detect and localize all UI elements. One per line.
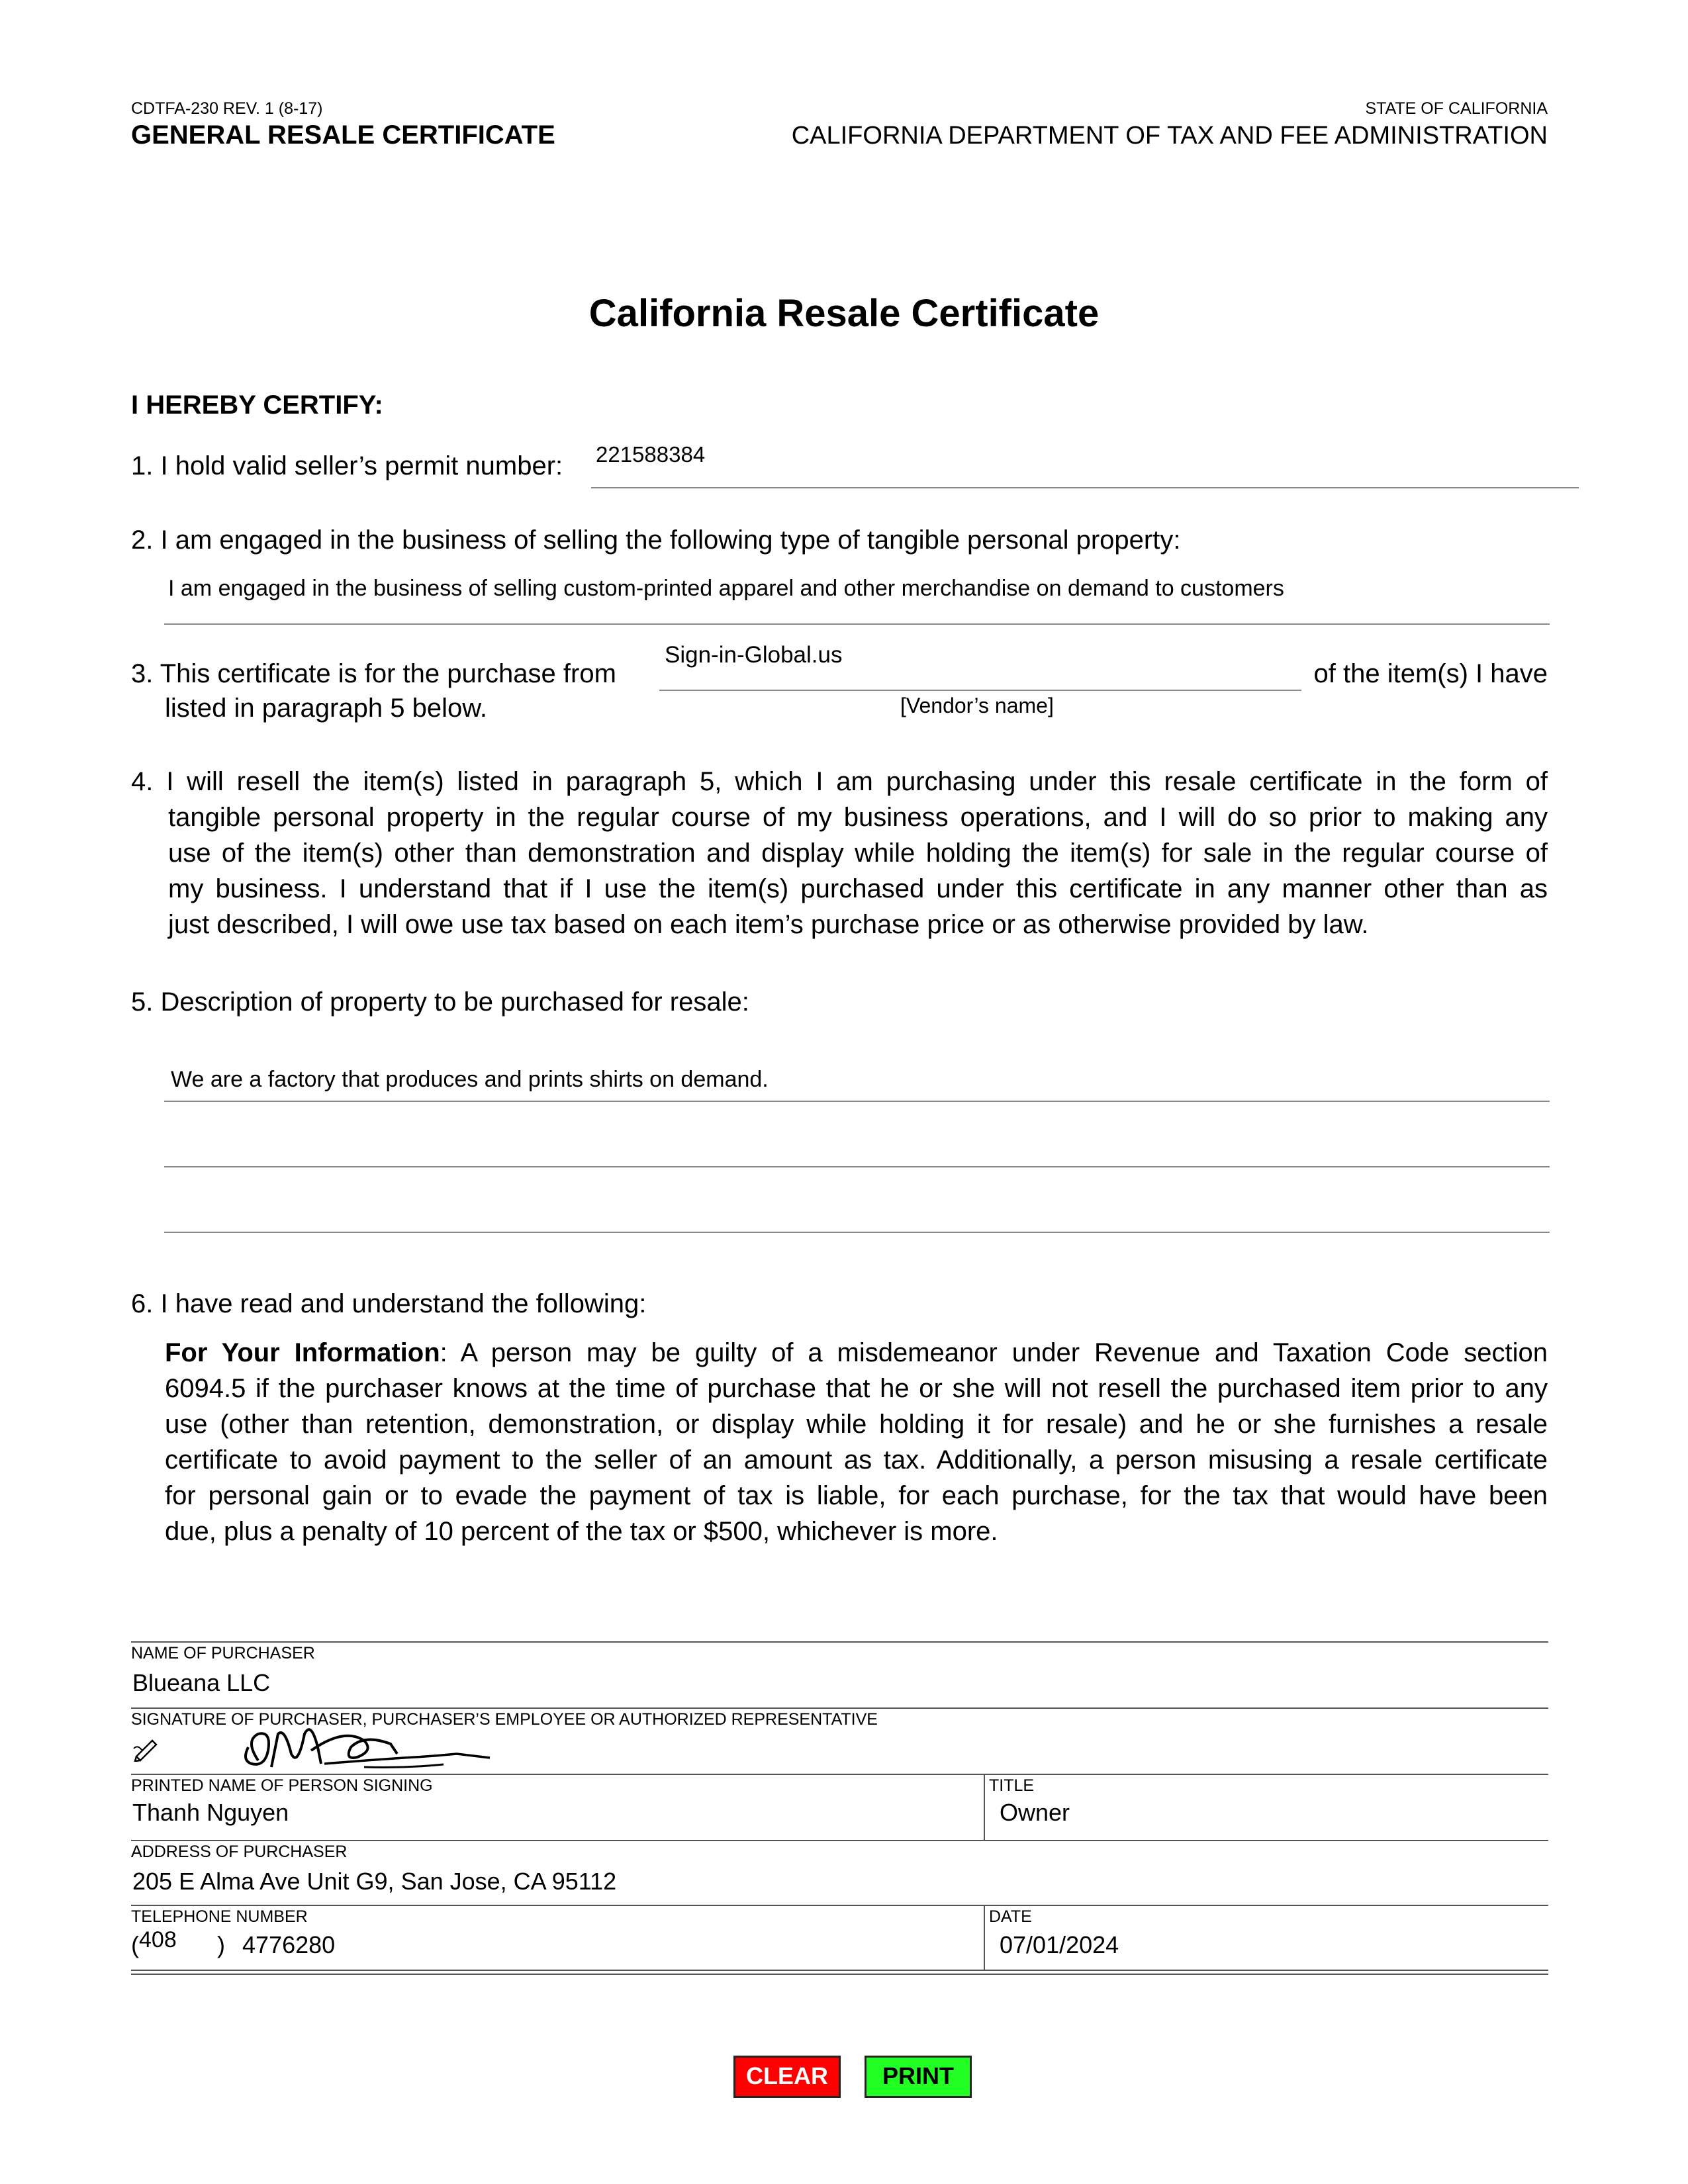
print-button[interactable]: PRINT bbox=[865, 2056, 972, 2098]
state-label: STATE OF CALIFORNIA bbox=[1365, 99, 1548, 118]
area-code-field[interactable]: 408 bbox=[139, 1927, 177, 1952]
phone-open-paren: ( bbox=[131, 1931, 139, 1958]
item6-line-2: 6094.5 if the purchaser knows at the time of purchase that he or she will not resell the purchased item prior to any bbox=[165, 1374, 1548, 1403]
telephone-label: TELEPHONE NUMBER bbox=[131, 1907, 308, 1926]
title-field[interactable]: Owner bbox=[1000, 1799, 1070, 1826]
phone-number-field[interactable]: 4776280 bbox=[242, 1931, 336, 1958]
property-type-underline bbox=[164, 623, 1550, 625]
description-underline-1 bbox=[164, 1101, 1550, 1102]
purchaser-bottom-rule-2 bbox=[131, 1974, 1548, 1975]
item2-label: 2. I am engaged in the business of selling the following type of tangible personal property: bbox=[131, 525, 1181, 555]
form-title: GENERAL RESALE CERTIFICATE bbox=[131, 120, 555, 150]
signature-top-rule bbox=[131, 1707, 1548, 1709]
vendor-name-caption: [Vendor’s name] bbox=[900, 694, 1054, 717]
address-label: ADDRESS OF PURCHASER bbox=[131, 1843, 348, 1861]
permit-number-field[interactable]: 221588384 bbox=[596, 442, 706, 467]
item6-line-4: certificate to avoid payment to the seller of an amount as tax. Additionally, a person misusing a resale certificate bbox=[165, 1445, 1548, 1475]
phone-top-rule bbox=[131, 1905, 1548, 1906]
permit-number-underline bbox=[591, 487, 1579, 488]
vendor-name-field[interactable]: Sign-in-Global.us bbox=[665, 642, 843, 668]
item4-line-5: just described, I will owe use tax based on each item’s purchase price or as otherwise provided by law. bbox=[168, 910, 1369, 939]
title-divider bbox=[984, 1774, 985, 1840]
title-label: TITLE bbox=[989, 1776, 1035, 1795]
date-divider bbox=[984, 1905, 985, 1970]
address-top-rule bbox=[131, 1840, 1548, 1841]
description-underline-2 bbox=[164, 1166, 1550, 1167]
item1-label: 1. I hold valid seller’s permit number: bbox=[131, 451, 563, 480]
printed-name-field[interactable]: Thanh Nguyen bbox=[132, 1799, 289, 1826]
description-field-3[interactable] bbox=[171, 1198, 1548, 1227]
printed-name-top-rule bbox=[131, 1774, 1548, 1775]
date-label: DATE bbox=[989, 1907, 1032, 1926]
item3-label-b: of the item(s) I have bbox=[1313, 659, 1548, 688]
item6-line-5: for personal gain or to evade the payment of tax is liable, for each purchase, for the tax that would have been bbox=[165, 1481, 1548, 1510]
description-field-2[interactable] bbox=[171, 1133, 1548, 1162]
item4-line-1: 4. I will resell the item(s) listed in paragraph 5, which I am purchasing under this resale certificate in the form of bbox=[131, 767, 1548, 796]
item4-line-4: my business. I understand that if I use the item(s) purchased under this certificate in any manner other than as bbox=[168, 874, 1548, 903]
item6-line-1 bbox=[165, 1335, 1548, 1371]
form-code: CDTFA-230 REV. 1 (8-17) bbox=[131, 99, 323, 118]
name-of-purchaser-label: NAME OF PURCHASER bbox=[131, 1644, 315, 1662]
clear-button[interactable]: CLEAR bbox=[733, 2056, 841, 2098]
item5-label: 5. Description of property to be purchased for resale: bbox=[131, 987, 749, 1017]
purchaser-bottom-rule-1 bbox=[131, 1970, 1548, 1971]
item6-label: 6. I have read and understand the following: bbox=[131, 1289, 647, 1318]
certify-heading: I HEREBY CERTIFY: bbox=[131, 390, 383, 420]
signature-label: SIGNATURE OF PURCHASER, PURCHASER’S EMPLOYEE OR AUTHORIZED REPRESENTATIVE bbox=[131, 1710, 878, 1729]
department-label: CALIFORNIA DEPARTMENT OF TAX AND FEE ADMINISTRATION bbox=[791, 122, 1548, 150]
vendor-name-underline bbox=[659, 690, 1301, 691]
item4-line-3: use of the item(s) other than demonstration and display while holding the item(s) for sale in the regular course of bbox=[168, 839, 1548, 868]
item3-label-c: listed in paragraph 5 below. bbox=[165, 694, 487, 723]
item3-label-a: 3. This certificate is for the purchase from bbox=[131, 659, 616, 688]
date-field[interactable]: 07/01/2024 bbox=[1000, 1931, 1119, 1958]
fyi-heading: For Your Information bbox=[165, 1338, 440, 1367]
item4-line-2: tangible personal property in the regular course of my business operations, and I will do so prior to making any bbox=[168, 803, 1548, 832]
address-field[interactable]: 205 E Alma Ave Unit G9, San Jose, CA 95112 bbox=[132, 1868, 617, 1895]
purchaser-top-rule bbox=[131, 1641, 1548, 1643]
purchaser-name-field[interactable]: Blueana LLC bbox=[132, 1669, 271, 1696]
item6-line-3: use (other than retention, demonstration, or display while holding it for resale) and he or she furnishes a resale bbox=[165, 1410, 1548, 1439]
pen-icon bbox=[132, 1735, 162, 1765]
printed-name-label: PRINTED NAME OF PERSON SIGNING bbox=[131, 1776, 433, 1795]
description-field-1[interactable]: We are a factory that produces and prints shirts on demand. bbox=[171, 1067, 769, 1092]
item6-line-6: due, plus a penalty of 10 percent of the tax or $500, whichever is more. bbox=[165, 1517, 998, 1546]
page-title: California Resale Certificate bbox=[588, 292, 1100, 335]
phone-close-paren: ) bbox=[217, 1931, 225, 1958]
property-type-field[interactable]: I am engaged in the business of selling custom-printed apparel and other merchandise on demand to customers bbox=[168, 576, 1284, 601]
item6-line-1-text: : A person may be guilty of a misdemeanor under Revenue and Taxation Code section bbox=[440, 1338, 1548, 1367]
description-underline-3 bbox=[164, 1232, 1550, 1233]
